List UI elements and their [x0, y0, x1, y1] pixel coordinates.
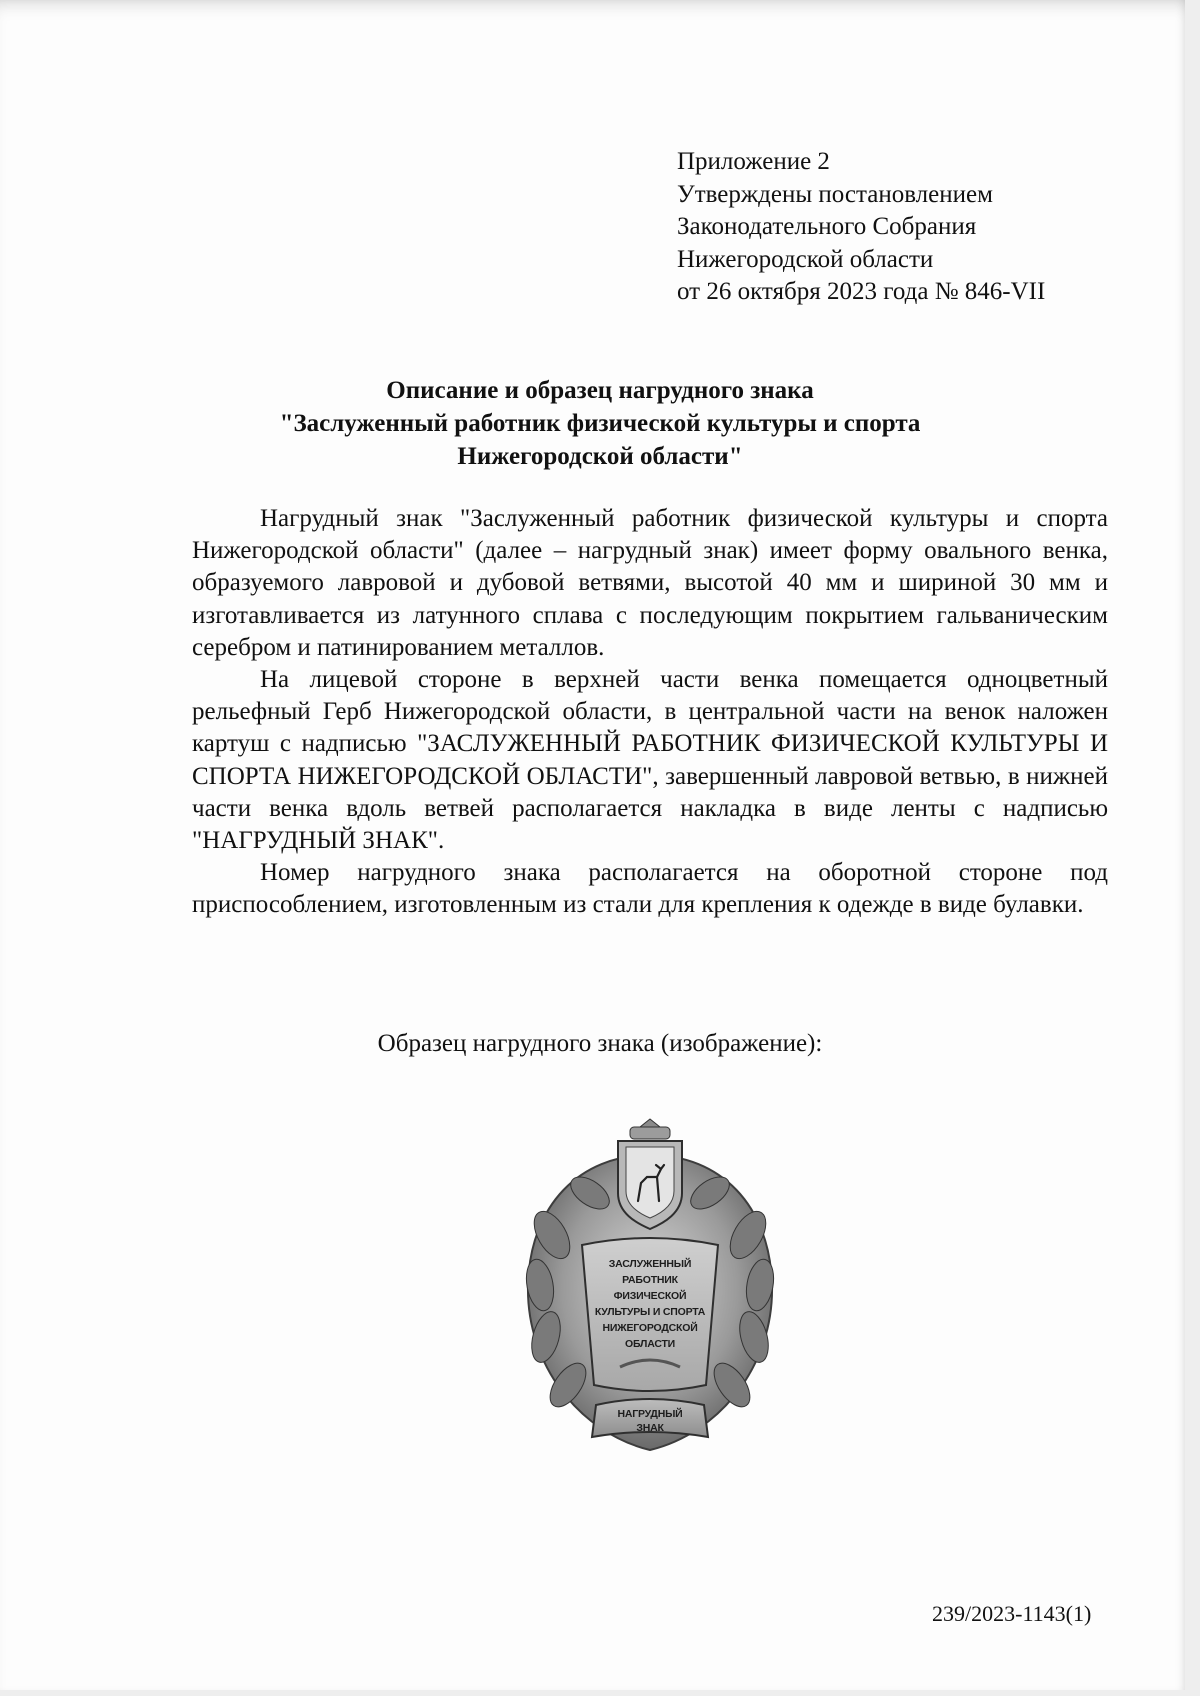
header-line: Законодательного Собрания [677, 213, 977, 240]
cartouche-line: НИЖЕГОРОДСКОЙ [602, 1322, 698, 1334]
ribbon-line: НАГРУДНЫЙ [617, 1408, 683, 1420]
document-body [192, 503, 1108, 922]
header-line: от 26 октября 2023 года № 846-VII [677, 278, 1046, 305]
body-paragraph: Номер нагрудного знака располагается на оборотной стороне под приспособлением, изготовленным из стали для крепления к одежде в виде булавки. [192, 859, 1108, 919]
title-line: Описание и образец нагрудного знака [386, 377, 814, 404]
ribbon-line: ЗНАК [636, 1422, 664, 1434]
badge-caption: Образец нагрудного знака (изображение): [377, 1030, 823, 1057]
document-code: 239/2023-1143(1) [932, 1601, 1092, 1626]
header-line: Приложение 2 [677, 148, 830, 175]
cartouche-line: КУЛЬТУРЫ И СПОРТА [594, 1306, 706, 1318]
approval-header [677, 146, 1045, 309]
cartouche-line: РАБОТНИК [622, 1274, 678, 1286]
header-line: Утверждены постановлением [677, 180, 993, 208]
title-line: "Заслуженный работник физической культуры и спорта [279, 410, 921, 437]
cartouche-line: ФИЗИЧЕСКОЙ [613, 1290, 687, 1302]
body-paragraph: Нагрудный знак "Заслуженный работник физической культуры и спорта Нижегородской области" (далее – нагрудный знак) имеет форму овального венка, образуемого лавровой и дубовой ветвями, высотой 40 мм и шириной 30 мм и изготавливается из латунного сплава с последующим покрытием гальваническим серебром и патинированием металлов. [192, 505, 1108, 661]
body-paragraph: На лицевой стороне в верхней части венка помещается одноцветный рельефный Герб Нижегородской области, в центральной части на венок наложен картуш с надписью "ЗАСЛУЖЕННЫЙ РАБОТНИК ФИЗИЧЕСКОЙ КУЛЬТУРЫ И СПОРТА НИЖЕГОРОДСКОЙ ОБЛАСТИ", завершенный лавровой ветвью, в нижней части венка вдоль ветвей располагается накладка в виде ленты с надписью "НАГРУДНЫЙ ЗНАК". [192, 666, 1108, 855]
coat-of-arms-icon [618, 1119, 682, 1229]
title-line: Нижегородской области" [457, 443, 743, 470]
badge-image [510, 1115, 790, 1460]
header-line: Нижегородской области [677, 245, 934, 273]
document-title [150, 374, 1050, 473]
cartouche-line: ОБЛАСТИ [624, 1338, 676, 1350]
cartouche-line: ЗАСЛУЖЕННЫЙ [608, 1258, 692, 1270]
